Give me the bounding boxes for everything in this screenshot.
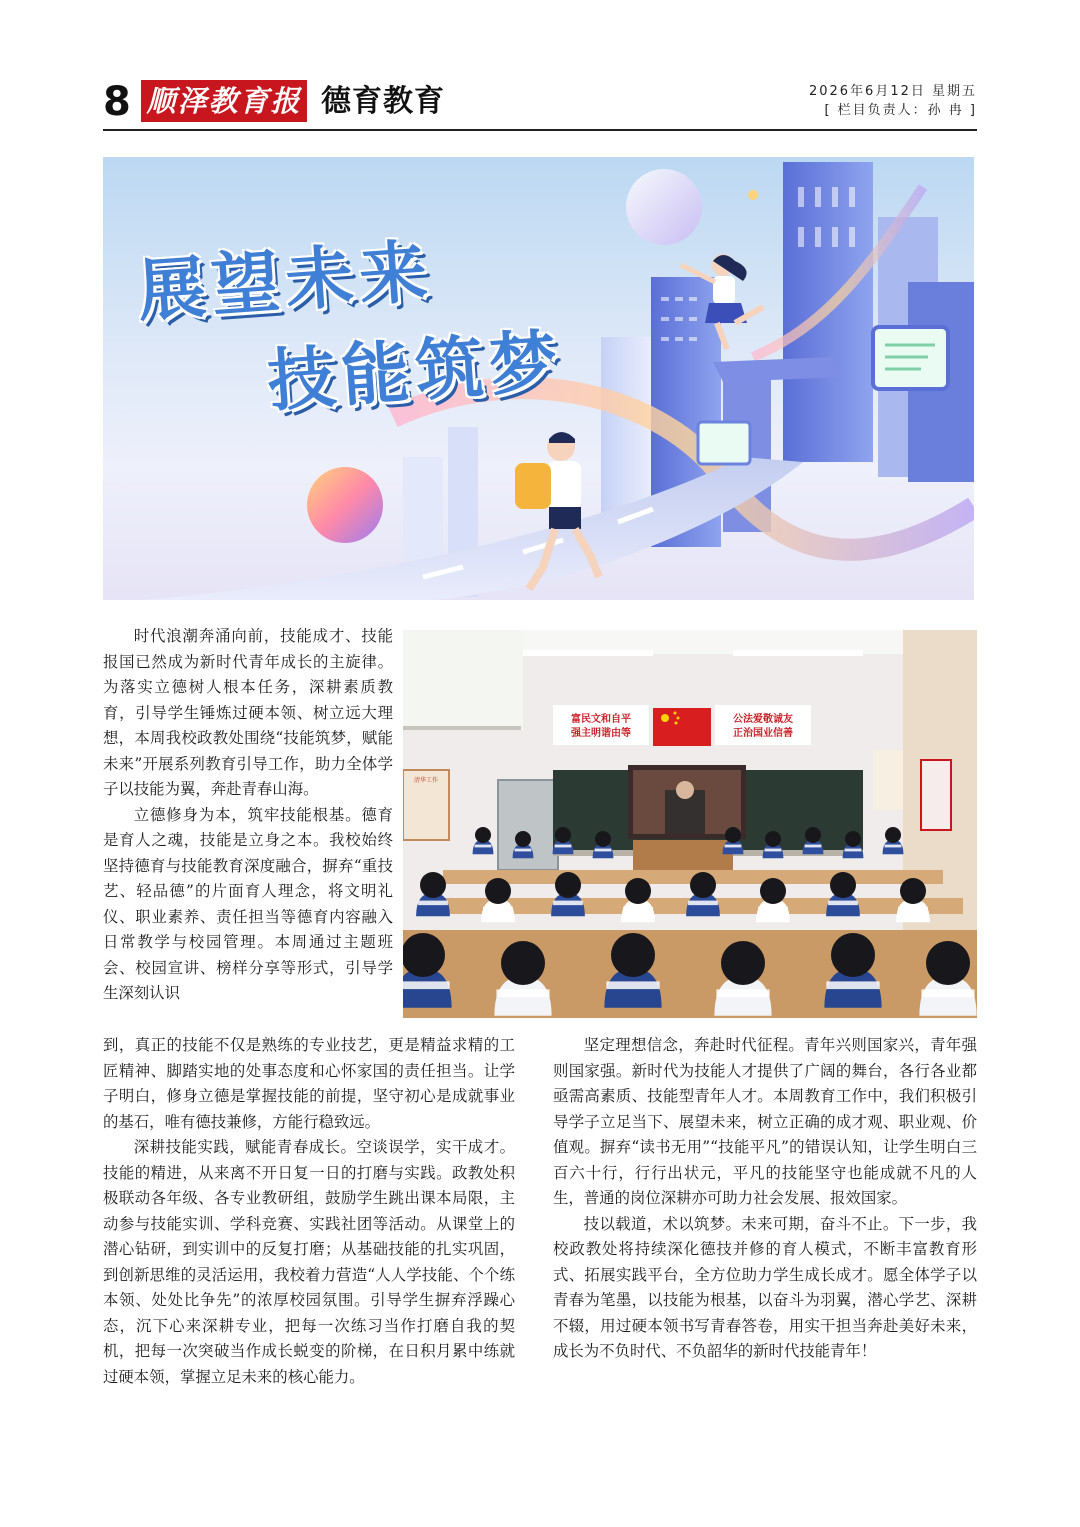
article-paragraph: 坚定理想信念，奔赴时代征程。青年兴则国家兴，青年强则国家强。新时代为技能人才提供了广阔的舞台，各行各业都亟需高素质、技能型青年人才。本周教育工作中，我们积极引导学子立足当下、展望未来，树立正确的成才观、职业观、价值观。摒弃“读书无用”“技能平凡”的错误认知，让学生明白三百六十行，行行出状元，平凡的技能坚守也能成就不凡的人生，普通的岗位深耕亦可助力社会发展、报效国家。	[553, 1036, 977, 1207]
article-paragraph-continued: 到，真正的技能不仅是熟练的专业技艺，更是精益求精的工匠精神、脚踏实地的处事态度和心怀家国的责任担当。让学子明白，修身立德是掌握技能的前提，坚守初心是成就事业的基石，唯有德技兼修，方能行稳致远。	[103, 1036, 515, 1131]
banner-title-line-1: 展望未来	[135, 232, 436, 332]
article-column-c	[553, 1033, 977, 1365]
masthead	[103, 78, 977, 130]
article-paragraph: 技以载道，术以筑梦。未来可期，奋斗不止。下一步，我校政教处将持续深化德技并修的育人模式，不断丰富教育形式、拓展实践平台，全方位助力学生成长成才。愿全体学子以青春为笔墨，以技能为根基，以奋斗为羽翼，潜心学艺、深耕不辍，用过硬本领书写青春答卷，用实干担当奔赴美好未来，成长为不负时代、不负韶华的新时代技能青年！	[553, 1214, 977, 1360]
slogan-left-text: 富民文和自平强主明谐由等	[571, 714, 631, 739]
issue-date: 2026年6月12日 星期五	[808, 84, 977, 99]
classroom-photo	[403, 630, 977, 1018]
article-paragraph: 深耕技能实践，赋能青春成长。空谈误学，实干成才。技能的精进，从来离不开日复一日的打磨与实践。政教处积极联动各年级、各专业教研组，鼓励学生跳出课本局限，主动参与技能实训、学科竞赛、实践社团等活动。从课堂上的潜心钻研，到实训中的反复打磨；从基础技能的扎实巩固，到创新思维的灵活运用，我校着力营造“人人学技能、个个练本领、处处比争先”的浓厚校园氛围。引导学生摒弃浮躁心态，沉下心来深耕专业，把每一次练习当作打磨自我的契机，把每一次突破当作成长蜕变的阶梯，在日积月累中练就过硬本领，掌握立足未来的核心能力。	[103, 1138, 515, 1386]
masthead-rule	[103, 129, 977, 131]
article-column-a	[103, 624, 393, 1007]
classroom-scene-illustration	[403, 630, 977, 1018]
slogan-right-text: 公法爱敬诚友正治国业信善	[733, 714, 793, 739]
article-paragraph: 立德修身为本，筑牢技能根基。德育是育人之魂，技能是立身之本。我校始终坚持德育与技能教育深度融合，摒弃“重技艺、轻品德”的片面育人理念，将文明礼仪、职业素养、责任担当等德育内容融入日常教学与校园管理。本周通过主题班会、校园宣讲、榜样分享等形式，引导学生深刻认识	[103, 805, 393, 1002]
hero-banner-illustration	[103, 157, 974, 600]
article-column-b	[103, 1033, 515, 1390]
national-flag	[653, 708, 711, 746]
banner-title-line-2: 技能筑梦	[265, 322, 566, 422]
dateline	[809, 82, 977, 120]
page-number: 8	[103, 79, 131, 125]
newspaper-logo: 顺泽教育报	[141, 80, 307, 122]
article-paragraph: 时代浪潮奔涌向前，技能成才、技能报国已然成为新时代青年成长的主旋律。为落实立德树人根本任务，深耕素质教育，引导学生锤炼过硬本领、树立远大理想，本周我校政教处围绕“技能筑梦，赋能未来”开展系列教育引导工作，助力全体学子以技能为翼，奔赴青春山海。	[103, 627, 393, 798]
column-editor: [ 栏目负责人：孙 冉 ]	[824, 103, 977, 118]
section-title: 德育教育	[321, 84, 445, 119]
wall-board-text: 清华工作	[413, 777, 439, 784]
